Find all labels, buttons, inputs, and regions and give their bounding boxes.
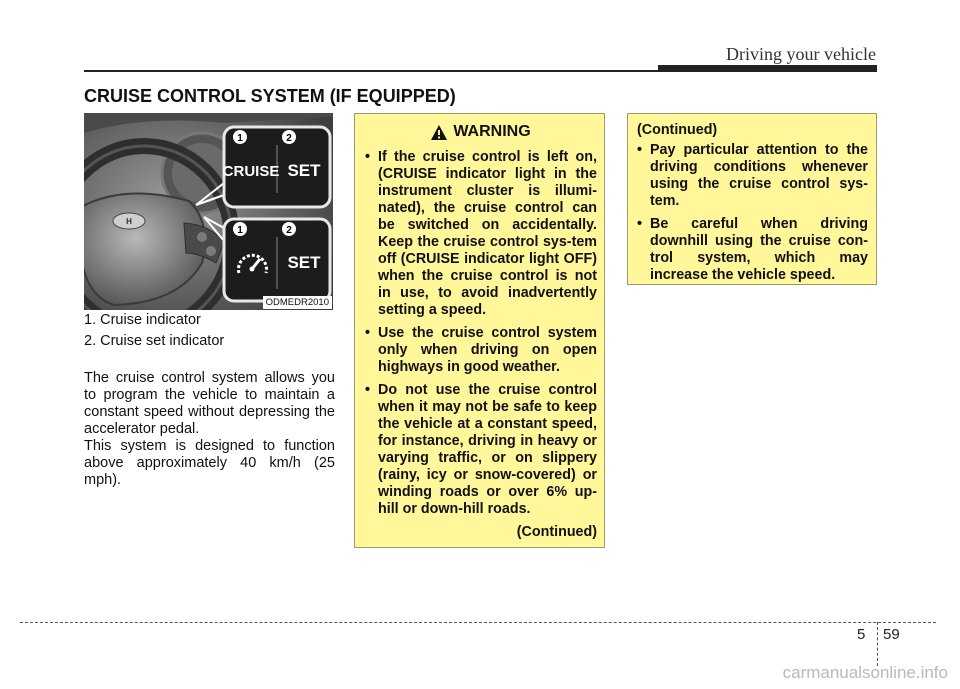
watermark: carmanualsonline.info	[782, 663, 948, 682]
continued-item: • Pay particular attention to the driving conditions whenever using the cruise control sys-tem.	[637, 142, 868, 210]
callout-bottom-num1: 1	[237, 225, 243, 236]
footer-rule	[20, 622, 936, 623]
body-paragraph-1: The cruise control system allows you to program the vehicle to maintain a constant speed without depressing the accelerator pedal.	[84, 370, 335, 437]
body-paragraph-2: This system is designed to function above approximately 40 km/h (25 mph).	[84, 438, 335, 488]
continued-label: (Continued)	[637, 122, 718, 138]
steering-wheel-figure	[84, 113, 333, 310]
warning-triangle-icon	[431, 125, 447, 140]
warning-continued: (Continued)	[516, 524, 597, 540]
steering-wheel-illustration	[84, 113, 333, 310]
callout-top-set-label: SET	[287, 161, 321, 180]
header-bar	[658, 65, 877, 72]
caption-cruise-indicator: 1. Cruise indicator	[84, 312, 201, 328]
continued-warning-box	[627, 113, 877, 285]
continued-list	[637, 142, 868, 284]
running-header: Driving your vehicle	[726, 44, 876, 64]
caption-set-indicator: 2. Cruise set indicator	[84, 333, 225, 349]
figure-code: ODMEDR2010	[263, 296, 332, 309]
callout-bottom-num2: 2	[286, 225, 292, 236]
warning-heading	[365, 123, 597, 141]
warning-item: • Do not use the cruise control when it may not be safe to keep the vehicle at a constant speed, for instance, driving in heavy or varying traffic, or on slippery (rainy, icy or snow-covered) or winding roads or over 6% up-hill or down-hill roads.	[365, 382, 597, 518]
warning-item: • Use the cruise control system only when driving on open highways in good weather.	[365, 325, 597, 376]
section-title: CRUISE CONTROL SYSTEM (IF EQUIPPED)	[84, 86, 456, 106]
svg-text:H: H	[126, 217, 132, 226]
warning-item: • If the cruise control is left on, (CRUISE indicator light in the instrument cluster is illumi-nated), the cruise control can be switched on accidentally. Keep the cruise control sys-tem off (CRUISE indicator light OFF) when the cruise control is not in use, to avoid inadvertently setting a speed.	[365, 149, 597, 319]
callout-top-num2: 2	[286, 133, 292, 144]
callout-top-num1: 1	[237, 133, 243, 144]
callout-top-cruise-label: CRUISE	[222, 163, 280, 180]
page-number: 59	[883, 626, 900, 643]
header-rule	[84, 70, 658, 72]
warning-box	[354, 113, 605, 548]
warning-title: WARNING	[453, 123, 531, 140]
callout-bottom-set-label: SET	[287, 253, 321, 272]
chapter-number: 5	[857, 626, 866, 643]
footer-divider	[877, 622, 878, 666]
warning-list	[365, 149, 597, 518]
continued-item: • Be careful when driving downhill using the cruise con-trol system, which may increase the vehicle speed.	[637, 216, 868, 284]
